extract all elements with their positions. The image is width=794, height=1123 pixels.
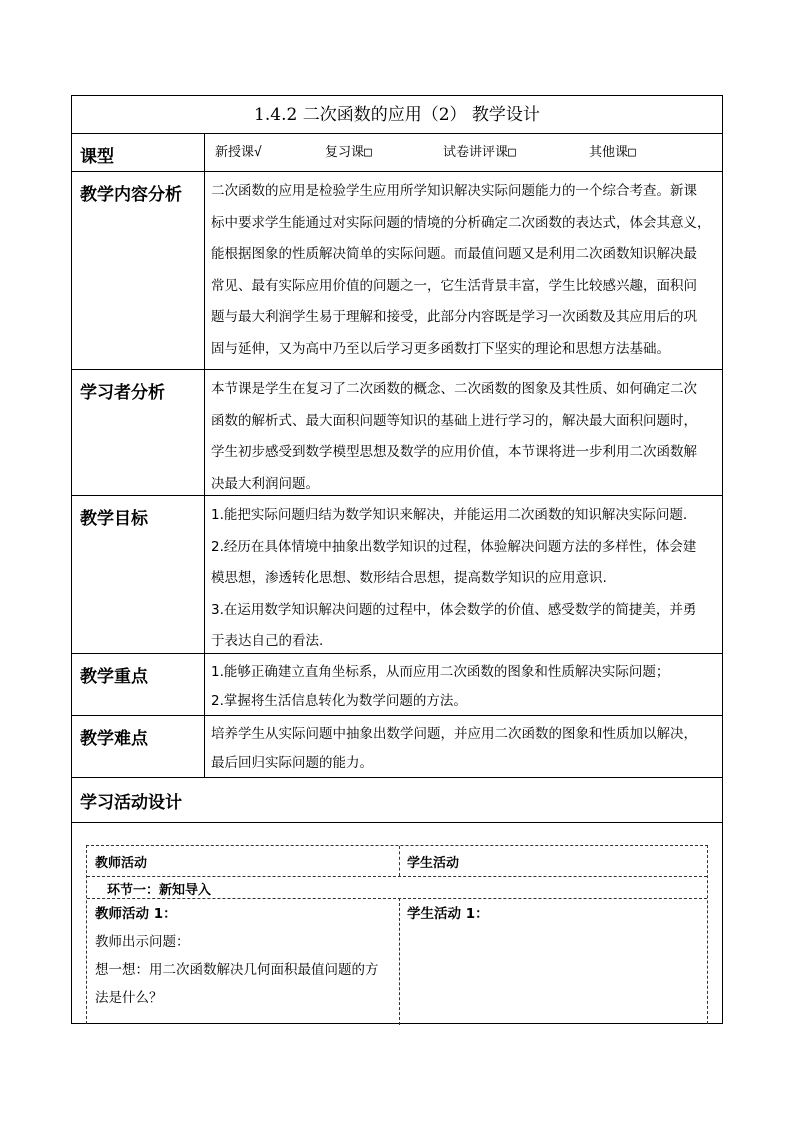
activity-design-row <box>72 778 722 823</box>
teaching-goals-label: 教学目标 <box>72 496 205 653</box>
text-line: 函数的解析式、最大面积问题等知识的基础上进行学习的，解决最大面积问题时， <box>211 412 697 429</box>
text-line: 决最大利润问题。 <box>211 475 319 492</box>
text-line: 标中要求学生能通过对实际问题的情境的分析确定二次函数的表达式，体会其意义， <box>211 214 711 231</box>
content-analysis-row <box>72 172 722 370</box>
text-line: 1.能够正确建立直角坐标系，从而应用二次函数的图象和性质解决实际问题； <box>211 664 670 680</box>
text-line: 常见、最有实际应用价值的问题之一，它生活背景丰富，学生比较感兴趣，面积问 <box>211 277 697 294</box>
difficulties-row <box>72 716 722 778</box>
lesson-type-option-review[interactable]: 复习课□ <box>325 145 372 160</box>
activity-table <box>86 845 708 1024</box>
teacher-activity-body <box>95 900 395 1012</box>
learner-analysis-label: 学习者分析 <box>72 370 205 495</box>
text-line: 能根据图象的性质解决简单的实际问题。而最值问题又是利用二次函数知识解决最 <box>211 246 697 262</box>
lesson-type-option-other[interactable]: 其他课□ <box>589 145 636 160</box>
text-line: 题与最大利润学生易于理解和接受，此部分内容既是学习一次函数及其应用后的巩 <box>211 309 697 325</box>
lesson-type-option-new[interactable]: 新授课√ <box>215 145 262 160</box>
text-line: 学生初步感受到数学模型思想及数学的应用价值，本节课将进一步利用二次函数解 <box>211 444 697 460</box>
key-points-label: 教学重点 <box>72 654 205 715</box>
key-points-row <box>72 654 722 716</box>
text-line: 1.能把实际问题归结为数学知识来解决，并能运用二次函数的知识解决实际问题. <box>211 507 688 523</box>
text-line: 培养学生从实际问题中抽象出数学问题，并应用二次函数的图象和性质加以解决， <box>211 726 697 742</box>
lesson-plan-table <box>71 95 723 1024</box>
title-row <box>72 96 722 134</box>
teaching-goals-text <box>205 496 722 653</box>
divider <box>87 898 707 899</box>
activity-design-label: 学习活动设计 <box>80 793 182 813</box>
divider <box>87 876 707 877</box>
learner-analysis-row <box>72 370 722 496</box>
text-line: 模思想，渗透转化思想、数形结合思想，提高数学知识的应用意识. <box>211 570 607 586</box>
text-line: 法是什么？ <box>95 990 163 1006</box>
text-line: 二次函数的应用是检验学生应用所学知识解决实际问题能力的一个综合考查。新课 <box>211 183 697 199</box>
divider <box>399 898 400 1025</box>
text-line: 3.在运用数学知识解决问题的过程中，体会数学的价值、感受数学的简捷美，并勇 <box>211 601 697 618</box>
content-analysis-label: 教学内容分析 <box>72 172 205 369</box>
lesson-type-options <box>205 134 722 171</box>
student-activity-header: 学生活动 <box>407 856 460 871</box>
text-line: 2.经历在具体情境中抽象出数学知识的过程，体验解决问题方法的多样性，体会建 <box>211 538 697 555</box>
lesson-type-option-test-review[interactable]: 试卷讲评课□ <box>443 145 516 160</box>
lesson-type-label: 课型 <box>72 134 205 171</box>
text-line: 最后回归实际问题的能力。 <box>211 755 373 771</box>
difficulties-label: 教学难点 <box>72 716 205 777</box>
divider <box>399 846 400 876</box>
stage-label: 环节一：新知导入 <box>107 883 212 898</box>
text-line: 本节课是学生在复习了二次函数的概念、二次函数的图象及其性质、如何确定二次 <box>211 381 697 397</box>
content-analysis-text <box>205 172 722 369</box>
difficulties-text <box>205 716 722 777</box>
student-activity-title: 学生活动 1： <box>407 906 489 922</box>
text-line: 于表达自己的看法. <box>211 633 324 649</box>
page-title: 1.4.2 二次函数的应用（2） 教学设计 <box>254 105 540 125</box>
lesson-type-row <box>72 134 722 172</box>
text-line: 2.掌握将生活信息转化为数学问题的方法。 <box>211 693 467 709</box>
text-line: 教师出示问题： <box>95 934 190 950</box>
key-points-text <box>205 654 722 715</box>
teacher-activity-title: 教师活动 1： <box>95 906 177 922</box>
text-line: 固与延伸，又为高中乃至以后学习更多函数打下坚实的理论和思想方法基础。 <box>211 340 670 357</box>
teacher-activity-header: 教师活动 <box>95 856 148 871</box>
learner-analysis-text <box>205 370 722 495</box>
text-line: 想一想：用二次函数解决几何面积最值问题的方 <box>95 962 379 978</box>
teaching-goals-row <box>72 496 722 654</box>
